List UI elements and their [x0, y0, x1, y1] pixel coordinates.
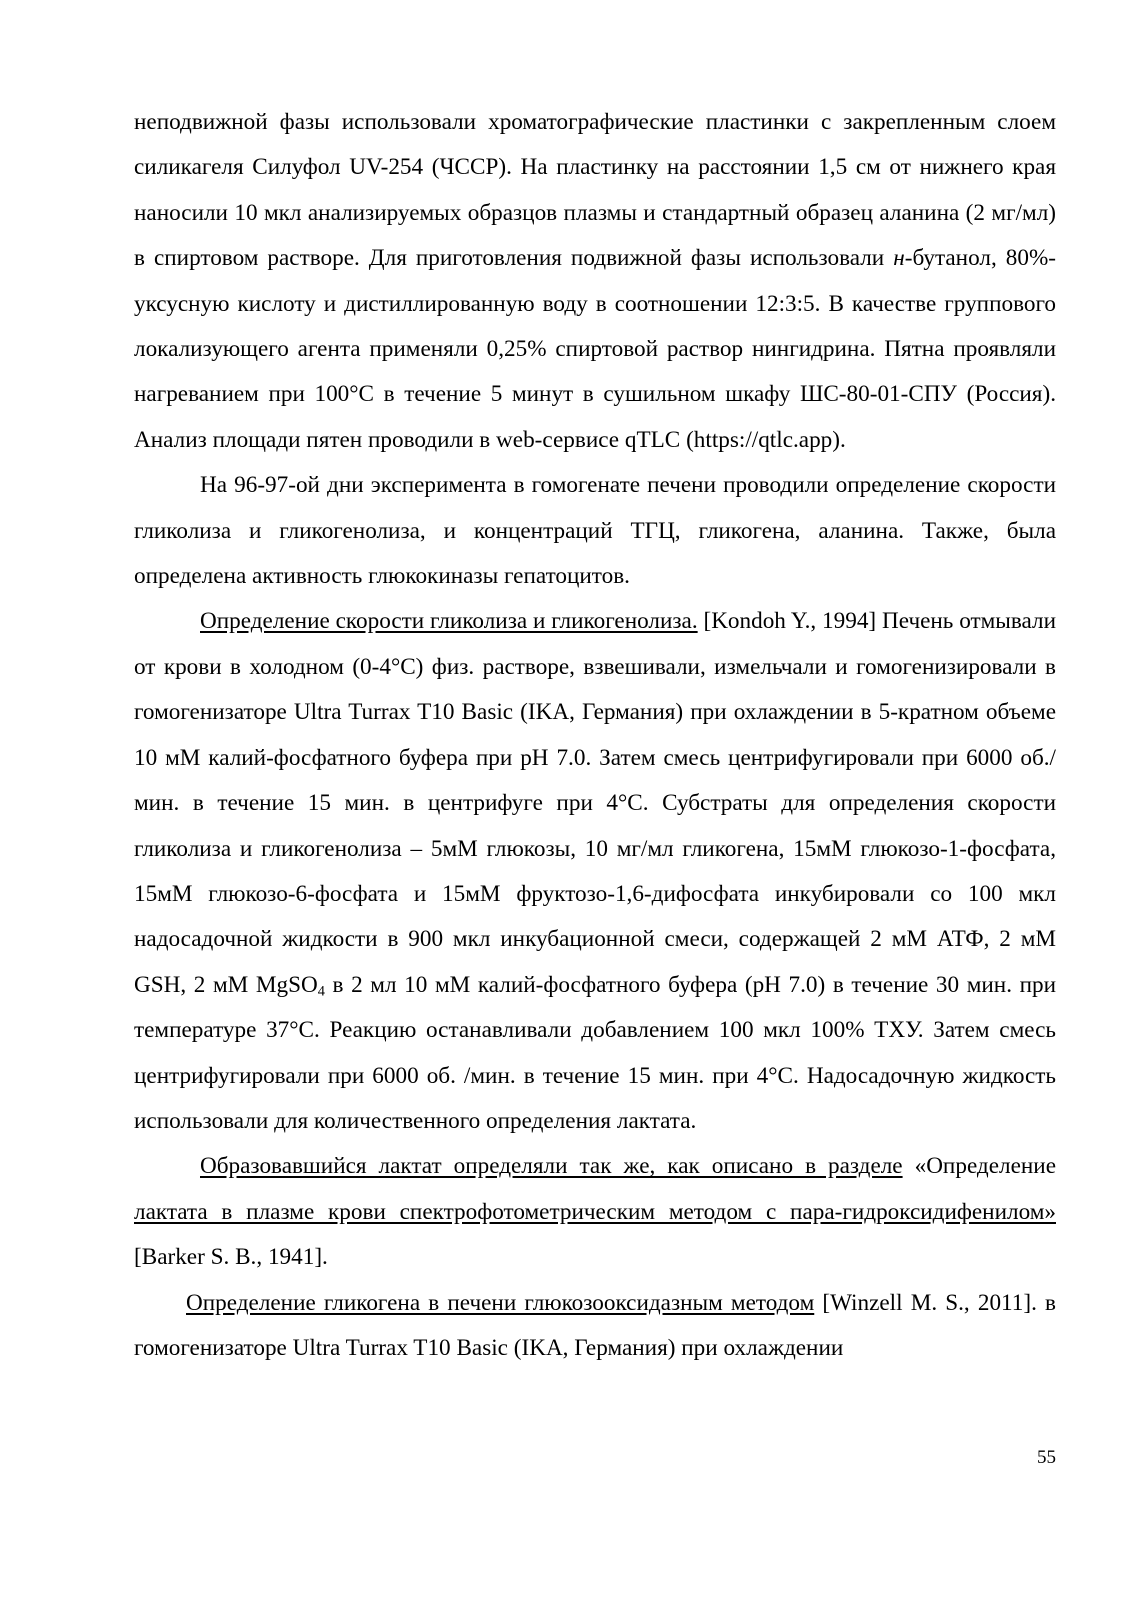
paragraph-text: неподвижной фазы использовали хроматографические пластинки с закрепленным слоем силикагеля Силуфол UV-254 (ЧССР). На пластинку на расстоянии 1,5 см от нижнего края наносили 10 мкл анализируемых образцов плазмы и стандартный образец аланина (2 мг/мл) в спиртовом растворе. Для приготовления подвижной фазы использовали: [134, 109, 1056, 272]
page-number: 55: [1037, 1447, 1056, 1468]
paragraph-text: -бутанол, 80%-уксусную кислоту и дистиллированную воду в соотношении 12:3:5. В качестве группового локализующего агента применяли 0,25% спиртовой раствор нингидрина. Пятна проявляли нагреванием при 100°С в течение 5 минут в сушильном шкафу ШС-80-01-СПУ (Россия). Анализ площади пятен проводили в web-сервисе qTLC (https://qtlc.app).: [134, 245, 1056, 453]
paragraph-text: в 2 мл 10 мМ калий-фосфатного буфера (pH 7.0) в течение 30 мин. при температуре 37°С. Реакцию останавливали добавлением 100 мкл 100% ТХУ. Затем смесь центрифугировали при 6000 об. /мин. в течение 15 мин. при 4°С. Надосадочную жидкость использовали для количественного определения лактата.: [134, 971, 1057, 1134]
section-heading-glycogen: Определение гликогена в печени глюкозооксидазным методом: [186, 1289, 815, 1316]
paragraph-text: На 96-97-ой дни эксперимента в гомогенате печени проводили определение скорости гликолиза и гликогенолиза, и концентраций ТГЦ, гликогена, аланина. Также, была определена активность глюкокиназы гепатоцитов.: [134, 472, 1056, 590]
paragraph-experiment-days: [134, 463, 1056, 599]
subscript: 4: [317, 983, 325, 1000]
paragraph-glycolysis-rate: [134, 599, 1056, 1144]
paragraph-text: [Winzell M. S., 2011]. в гомогенизаторе Ultra Turrax T10 Basic (IKA, Германия) при охлаждении: [134, 1289, 1056, 1361]
underlined-text: Образовавшийся лактат определяли так же, как описано в разделе: [200, 1153, 903, 1180]
paragraph-text: [Kondoh Y., 1994] Печень отмывали от крови в холодном (0-4°С) физ. растворе, взвешивали, измельчали и гомогенизировали в гомогенизаторе Ultra Turrax T10 Basic (IKA, Германия) при охлаждении в 5-кратном объеме 10 мМ калий-фосфатного буфера при pH 7.0. Затем смесь центрифугировали при 6000 об./мин. в течение 15 мин. в центрифуге при 4°С. Субстраты для определения скорости гликолиза и гликогенолиза – 5мМ глюкозы, 10 мг/мл гликогена, 15мМ глюкозо-1-фосфата, 15мМ глюкозо-6-фосфата и 15мМ фруктозо-1,6-дифосфата инкубировали со 100 мкл надосадочной жидкости в 900 мкл инкубационной смеси, содержащей 2 мМ АТФ, 2 мМ GSH, 2 мМ MgSO: [134, 608, 1056, 998]
paragraph-tlc-method: [134, 100, 1056, 463]
underlined-text: лактата в плазме крови спектрофотометрическим методом с пара-гидроксидифенилом»: [134, 1198, 1056, 1225]
paragraph-lactate-reference: [134, 1144, 1056, 1280]
paragraph-text: «Определение: [902, 1153, 1056, 1180]
paragraph-glycogen-method: [134, 1281, 1056, 1372]
italic-prefix: н: [893, 245, 905, 272]
citation: [Barker S. B., 1941].: [134, 1244, 328, 1271]
section-heading-glycolysis: Определение скорости гликолиза и гликогенолиза.: [200, 608, 698, 635]
